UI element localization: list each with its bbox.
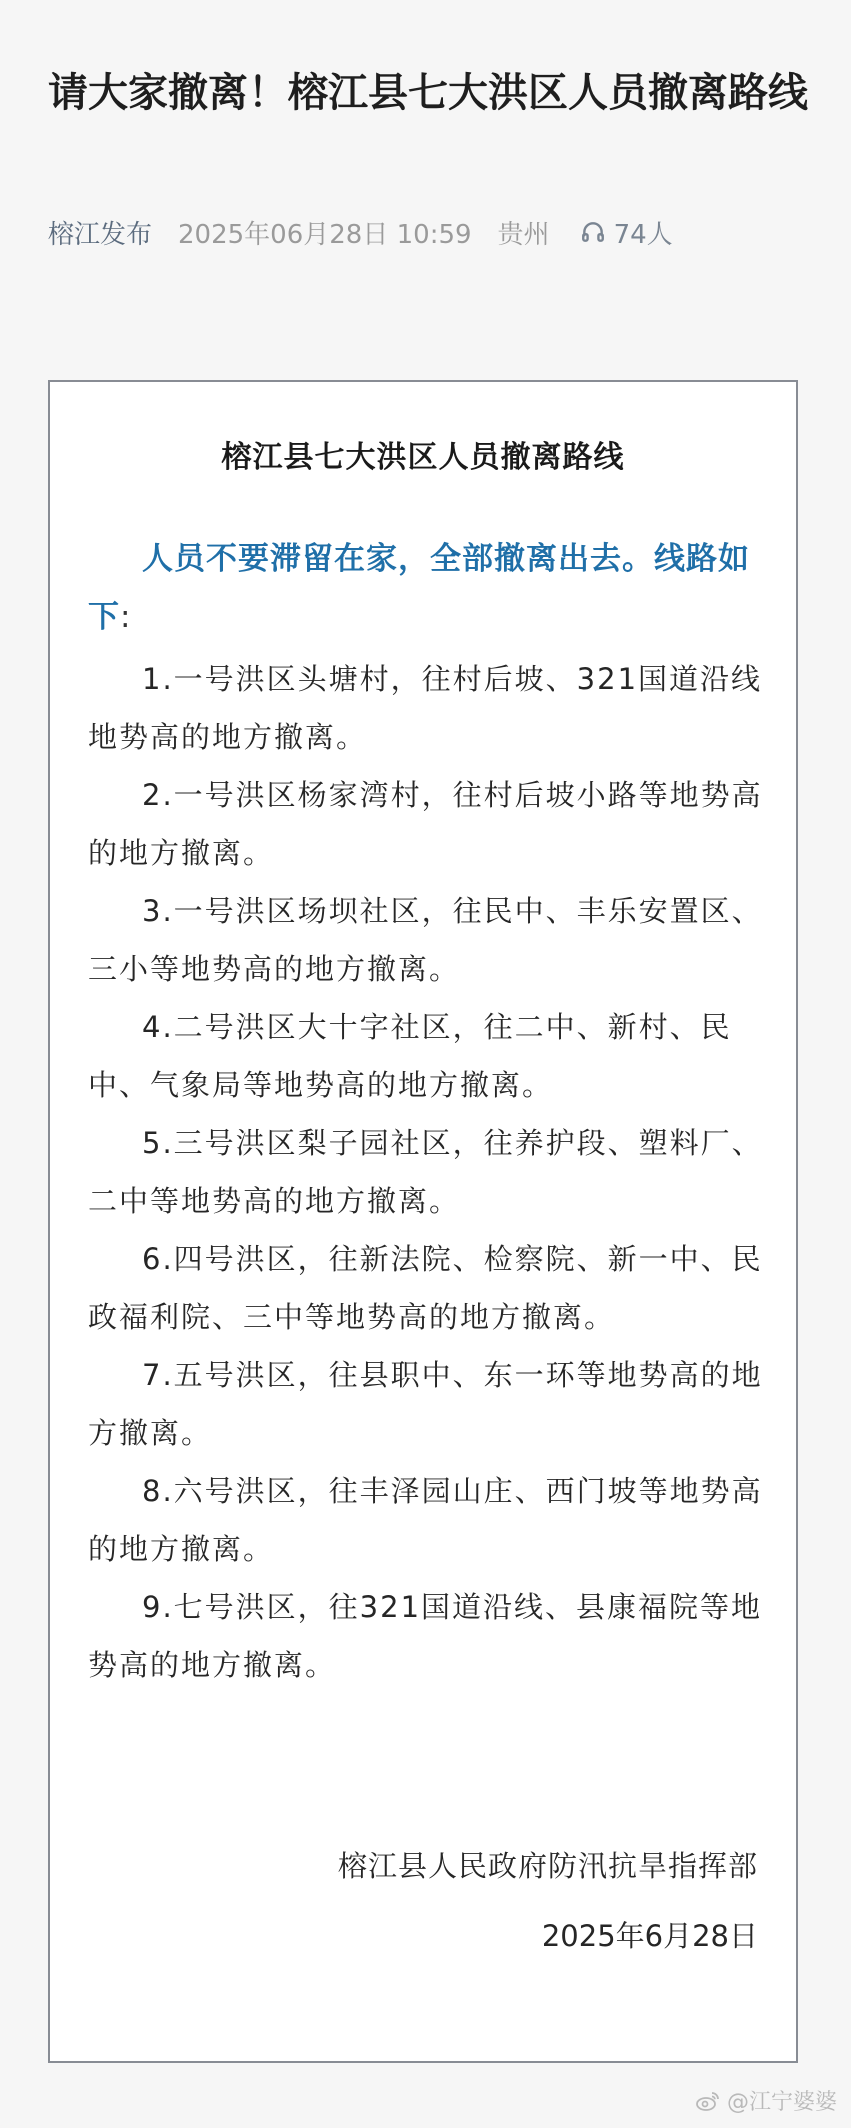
route-item: 3.一号洪区场坝社区，往民中、丰乐安置区、三小等地势高的地方撤离。 <box>88 894 763 986</box>
route-list <box>88 650 768 1694</box>
route-item: 2.一号洪区杨家湾村，往村后坡小路等地势高的地方撤离。 <box>88 778 763 870</box>
route-item: 7.五号洪区，往县职中、东一环等地势高的地方撤离。 <box>88 1358 763 1450</box>
route-item: 6.四号洪区，往新法院、检察院、新一中、民政福利院、三中等地势高的地方撤离。 <box>88 1242 763 1334</box>
article-meta <box>48 212 673 252</box>
watermark <box>695 2085 837 2116</box>
headphones-icon <box>580 219 606 245</box>
source-link[interactable]: 榕江发布 <box>48 219 153 250</box>
region-label: 贵州 <box>497 219 550 250</box>
listen-button[interactable] <box>580 214 673 251</box>
notice-intro-text: 人员不要滞留在家，全部撤离出去。线路如下 <box>88 541 750 635</box>
notice-intro-colon: : <box>120 599 132 635</box>
signature-organization: 榕江县人民政府防汛抗旱指挥部 <box>337 1849 758 1883</box>
weibo-icon <box>695 2090 721 2112</box>
watermark-text: @江宁婆婆 <box>726 2090 837 2115</box>
route-item: 8.六号洪区，往丰泽园山庄、西门坡等地势高的地方撤离。 <box>88 1474 763 1566</box>
evacuation-notice <box>48 380 798 2063</box>
route-item: 4.二号洪区大十字社区，往二中、新村、民中、气象局等地势高的地方撤离。 <box>88 1010 732 1102</box>
listen-count: 74人 <box>613 219 673 250</box>
signature-date: 2025年6月28日 <box>541 1919 758 1953</box>
notice-title: 榕江县七大洪区人员撤离路线 <box>221 440 625 475</box>
notice-intro <box>88 530 768 646</box>
route-item: 5.三号洪区梨子园社区，往养护段、塑料厂、二中等地势高的地方撤离。 <box>88 1126 763 1218</box>
publish-datetime: 2025年06月28日 10:59 <box>178 219 472 250</box>
route-item: 9.七号洪区，往321国道沿线、县康福院等地势高的地方撤离。 <box>88 1590 763 1682</box>
article-headline: 请大家撤离！榕江县七大洪区人员撤离路线 <box>48 70 808 116</box>
route-item: 1.一号洪区头塘村，往村后坡、321国道沿线地势高的地方撤离。 <box>88 662 763 754</box>
